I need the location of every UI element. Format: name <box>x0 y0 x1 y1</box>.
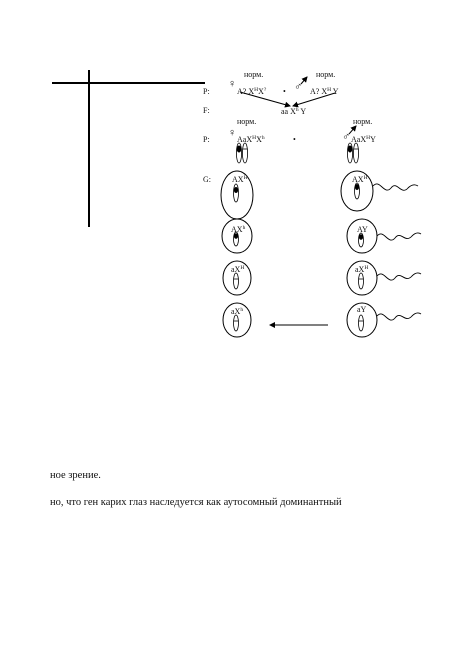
male-gamete-3-label: $aX^H$ <box>355 265 369 274</box>
f-genotype: aa $X^h$ Y <box>281 107 307 116</box>
p2-female-phenotype: норм. <box>237 117 257 126</box>
p1-male-phenotype: норм. <box>316 70 336 79</box>
male-sign-icon: ♂ <box>294 81 303 93</box>
female-gamete-1-label: $AX^H$ <box>232 175 248 184</box>
p1-female-genotype: A? $X^HX^?$ <box>237 87 267 96</box>
female-sign-icon: ♀ <box>228 78 237 90</box>
female-gamete-4-label: $aX^h$ <box>231 307 244 316</box>
p1-label: P: <box>203 87 210 96</box>
p1-female-phenotype: норм. <box>244 70 264 79</box>
p2-male-phenotype: норм. <box>353 117 373 126</box>
female-gamete-3-label: $aX^H$ <box>231 265 245 274</box>
text-line-1: ное зрение. <box>50 470 101 481</box>
f-label: F: <box>203 106 210 115</box>
female-sign-icon: ♀ <box>228 127 237 139</box>
male-gamete-2-label: AY <box>357 225 368 234</box>
p2-female-genotype: $AaX^HX^h$ <box>237 135 265 144</box>
gametes-label: G: <box>203 175 211 184</box>
male-chromosomes <box>347 143 358 163</box>
p1-cross-dot: • <box>283 87 286 96</box>
female-gamete-2-label: $AX^h$ <box>231 225 246 234</box>
p2-cross-dot: • <box>293 135 296 144</box>
female-chromosomes <box>236 143 247 163</box>
text-line-2: но, что ген карих глаз наследуется как аутосомный доминантный <box>50 497 342 508</box>
male-sign-icon: ♂ <box>342 131 351 143</box>
p2-label: P: <box>203 135 210 144</box>
male-gamete-4-label: aY <box>357 305 367 314</box>
p1-male-genotype: A? $X^H$ Y <box>310 87 339 96</box>
male-gamete-1-label: $AX^H$ <box>352 175 368 184</box>
p2-male-genotype: AaX$^H$Y <box>351 135 376 144</box>
